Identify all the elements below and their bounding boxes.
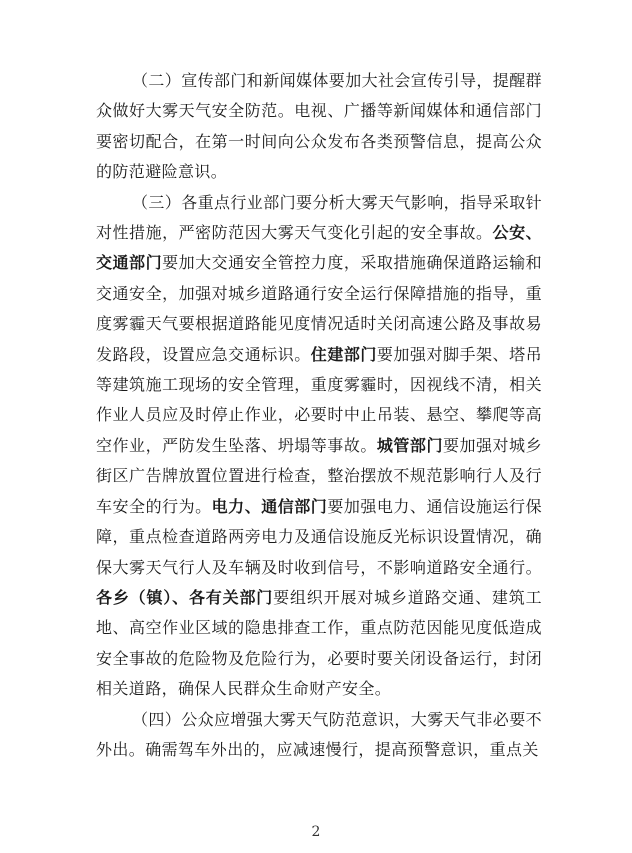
paragraph-publicity [96, 66, 542, 188]
bold-keyword-construction: 住建部门 [310, 344, 377, 364]
paragraph-public [96, 705, 542, 766]
bold-keyword-townships: 各乡（镇）、各有关部门 [96, 587, 274, 607]
bold-keyword-power-telecom: 电力、通信部门 [211, 496, 328, 516]
paragraph-text: 要组织开展对城乡道路交通、建筑工地、高空作业区域的隐患排查工作，重点防范因能见度低造成安全事故的危险物及危险行为，必要时要关闭设备运行，封闭相关道路，确保人民群众生命财产安全。 [96, 587, 542, 699]
paragraph-text: （二）宣传部门和新闻媒体要加大社会宣传引导，提醒群众做好大雾天气安全防范。电视、广播等新闻媒体和通信部门要密切配合，在第一时间向公众发布各类预警信息，提高公众的防范避险意识。 [96, 71, 543, 182]
bold-keyword-police-transport: 公安、交通部门 [96, 223, 542, 273]
paragraph-text: 要加强对脚手架、塔吊等建筑施工现场的安全管理，重度雾霾时，因视线不清，相关作业人员应及时停止作业，必要时中止吊装、悬空、攀爬等高空作业，严防发生坠落、坍塌等事故。 [96, 344, 542, 455]
paragraph-industry-departments [96, 188, 542, 705]
paragraph-text: 要加强电力、通信设施运行保障，重点检查道路两旁电力及通信设施反光标识设置情况，确保大雾天气行人及车辆及时收到信号，不影响道路安全通行。 [96, 496, 542, 577]
document-body [96, 66, 542, 765]
paragraph-text: 要加大交通安全管控力度，采取措施确保道路运输和交通安全，加强对城乡道路通行安全运行保障措施的指导，重度雾霾天气要根据道路能见度情况适时关闭高速公路及事故易发路段，设置应急交通标识。 [96, 253, 542, 364]
paragraph-text: （三）各重点行业部门要分析大雾天气影响，指导采取针对性措施，严密防范因大雾天气变化引起的安全事故。 [96, 192, 543, 243]
page-number: 2 [311, 824, 321, 840]
bold-keyword-urban-management: 城管部门 [376, 435, 443, 455]
paragraph-text: （四）公众应增强大雾天气防范意识，大雾天气非必要不外出。确需驾车外出的，应减速慢行，提高预警意识，重点关 [96, 709, 543, 759]
paragraph-text: 要加强对城乡街区广告牌放置位置进行检查，整治摆放不规范影响行人及行车安全的行为。 [96, 435, 542, 516]
